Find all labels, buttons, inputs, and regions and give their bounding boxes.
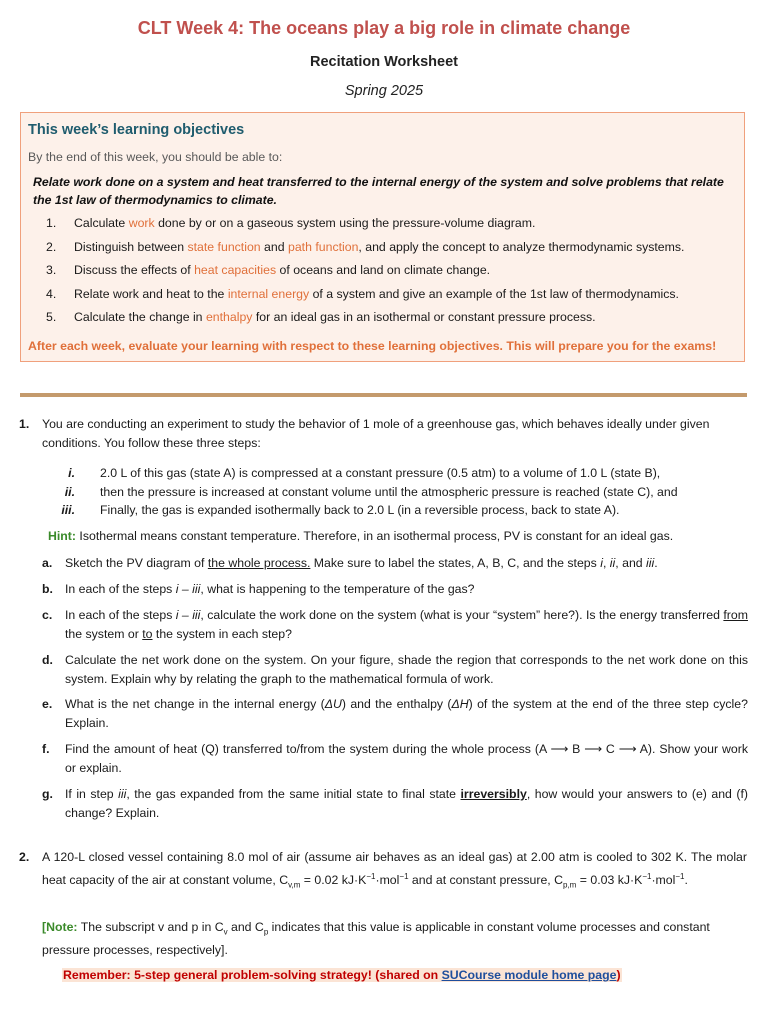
section-divider: [20, 393, 747, 397]
objective-number: 1.: [46, 216, 57, 230]
question-number: 2.: [19, 850, 30, 864]
step-label: ii.: [64, 485, 75, 499]
step-label: i.: [68, 466, 75, 480]
objective-number: 3.: [46, 263, 57, 277]
sucourse-link[interactable]: SUCourse module home page: [441, 968, 617, 982]
subquestion-f: f. Find the amount of heat (Q) transferred to/from the system during the whole process (A ⟶ B ⟶ C ⟶ A). Show your work or explain.: [42, 742, 748, 775]
remember-banner: Remember: 5-step general problem-solving strategy! (shared on SUCourse module home page): [63, 968, 621, 982]
objective-item: [46, 287, 736, 311]
note-label: Note:: [46, 920, 78, 934]
objective-item: [46, 216, 736, 240]
subquestion-b: b. In each of the steps i – iii, what is happening to the temperature of the gas?: [42, 580, 748, 599]
objectives-list: [46, 216, 736, 334]
worksheet-term: Spring 2025: [344, 83, 424, 99]
subquestion-label: b.: [42, 582, 53, 596]
objective-item: [46, 263, 736, 287]
hint-text: Hint: Isothermal means constant temperature. Therefore, in an isothermal process, PV is constant for an ideal gas.: [48, 529, 674, 543]
question-text: A 120-L closed vessel containing 8.0 mol of air (assume air behaves as an ideal gas) at 2.00 atm is cooled to 302 K. The molar heat capacity of the air at constant volume, $C_{v,m} = 0.02$ $kJ\cdot K^{-1}\cdot mol^{-1}$ and at constant pressure, $C_{p,m} = 0.03$ $kJ\cdot K^{-1}\cdot mol^{-1}$.: [42, 850, 747, 890]
objective-item: [46, 240, 736, 264]
worksheet-subtitle: Recitation Worksheet: [310, 54, 458, 70]
objectives-goal: Relate work done on a system and heat transferred to the internal energy of the system and solve problems that relate the 1st law of thermodynamics to climate.: [33, 175, 724, 207]
objectives-footer: After each week, evaluate your learning with respect to these learning objectives. This will prepare you for the exams!: [28, 339, 717, 353]
objective-text: Calculate work done by or on a gaseous system using the pressure-volume diagram.: [74, 216, 536, 230]
objectives-intro: By the end of this week, you should be able to:: [28, 150, 283, 164]
objective-text: Discuss the effects of heat capacities of oceans and land on climate change.: [74, 263, 491, 277]
subquestion-label: d.: [42, 653, 53, 667]
hint-label: Hint:: [48, 529, 76, 543]
subquestion-label: c.: [42, 608, 53, 622]
question-2: [19, 848, 747, 895]
objectives-heading: This week’s learning objectives: [28, 122, 245, 138]
subquestion-label: e.: [42, 697, 53, 711]
note-text: [Note: The subscript v and p in $C_v$ and $C_p$ indicates that this value is applicable in constant volume processes and constant pressure processes, respectively].: [42, 920, 710, 958]
objective-text: Calculate the change in enthalpy for an ideal gas in an isothermal or constant pressure process.: [74, 310, 596, 324]
step-label: iii.: [61, 503, 75, 517]
worksheet-title: CLT Week 4: The oceans play a big role in climate change: [137, 18, 631, 38]
question-number: 1.: [19, 417, 30, 431]
step-text: then the pressure is increased at constant volume until the atmospheric pressure is reached (state C), and: [100, 485, 678, 499]
subquestion-label: g.: [42, 787, 53, 801]
step-text: 2.0 L of this gas (state A) is compressed at a constant pressure (0.5 atm) to a volume of 1.0 L (state B),: [100, 466, 661, 480]
learning-objectives-box: [20, 112, 745, 362]
objective-text: Distinguish between state function and path function, and apply the concept to analyze thermodynamic systems.: [74, 239, 685, 254]
subquestion-label: a.: [42, 556, 53, 570]
objective-text: Relate work and heat to the internal energy of a system and give an example of the 1st law of thermodynamics.: [74, 286, 679, 301]
subquestion-e: e. What is the net change in the internal energy (ΔU) and the enthalpy (ΔH) of the system at the end of the three step cycle? Explain.: [42, 697, 748, 730]
subquestion-label: f.: [42, 742, 50, 756]
subquestion-a: a. Sketch the PV diagram of the whole process. Make sure to label the states, A, B, C, and the steps i, ii, and iii.: [42, 554, 748, 573]
subquestion-c: c. In each of the steps i – iii, calculate the work done on the system (what is your “system” here?). Is the energy transferred from the system or to the system in each step?: [42, 608, 748, 641]
objective-item: [46, 310, 736, 334]
objective-number: 2.: [46, 239, 57, 254]
question-1: [19, 415, 747, 453]
subquestion-g: g. If in step iii, the gas expanded from the same initial state to final state irreversibly, how would your answers to (e) and (f) change? Explain.: [42, 787, 748, 820]
objective-number: 4.: [46, 286, 57, 301]
objective-number: 5.: [46, 310, 57, 324]
step-text: Finally, the gas is expanded isothermally back to 2.0 L (in a reversible process, back to state A).: [100, 503, 620, 517]
subquestion-d: d. Calculate the net work done on the system. On your figure, shade the region that corresponds to the net work done on this system. Explain why by relating the graph to the mathematical formula of work.: [42, 653, 748, 686]
question-text: You are conducting an experiment to study the behavior of 1 mole of a greenhouse gas, which behaves ideally under given conditions. You follow these three steps:: [42, 417, 710, 450]
